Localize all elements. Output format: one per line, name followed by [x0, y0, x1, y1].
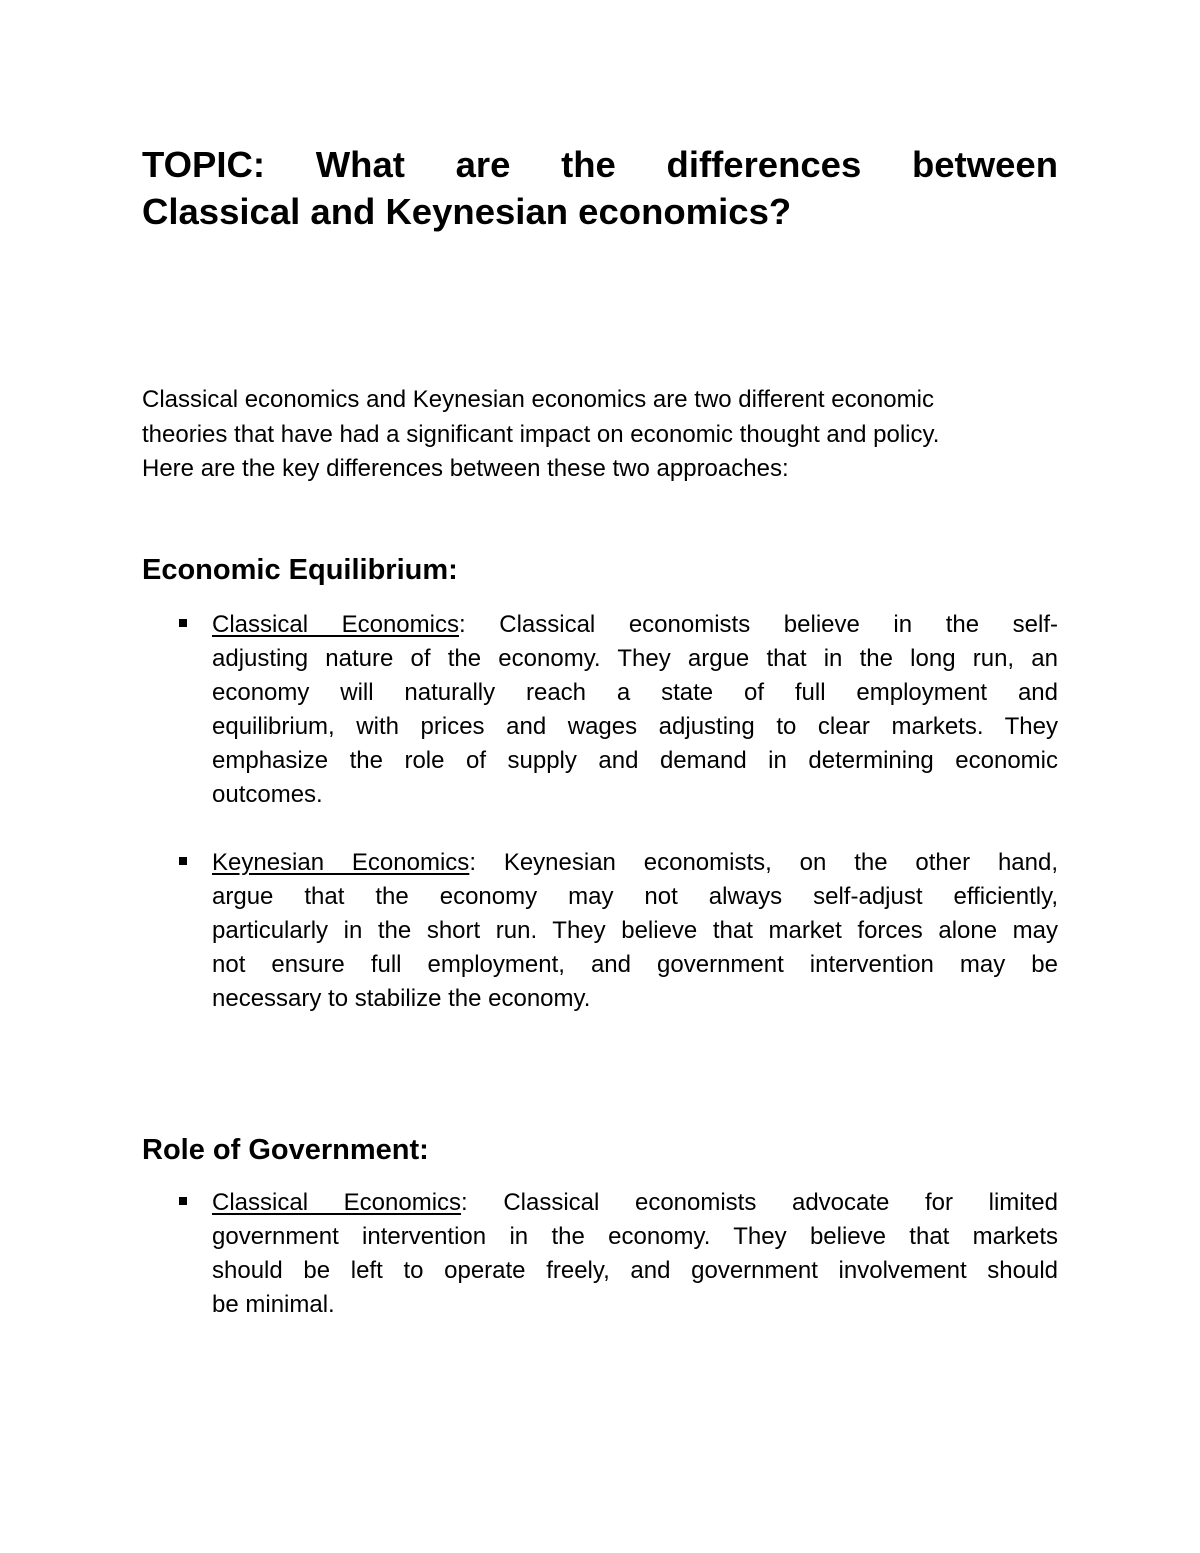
- bullet-line: [212, 608, 1058, 642]
- intro-line: theories that have had a significant impact on economic thought and policy.: [142, 420, 940, 448]
- square-bullet-icon: [179, 1197, 187, 1205]
- bullet-line: economy will naturally reach a state of full employment and: [212, 679, 1058, 706]
- section-heading-role-of-government: Role of Government:: [142, 1134, 429, 1166]
- bullet-line-text: : Classical economists believe in the self-: [458, 611, 1058, 638]
- bullet-text: [212, 1186, 1058, 1322]
- bullet-item: [142, 608, 1058, 812]
- bullet-line: be minimal.: [212, 1291, 335, 1318]
- intro-line: Here are the key differences between these two approaches:: [142, 455, 789, 482]
- bullet-line: emphasize the role of supply and demand in determining economic: [212, 747, 1058, 774]
- bullet-line: outcomes.: [212, 781, 323, 808]
- intro-paragraph: [142, 383, 1058, 487]
- bullet-line: [212, 846, 1058, 880]
- bullet-line: [212, 1186, 1058, 1220]
- bullet-line-text: : Classical economists advocate for limited: [461, 1189, 1058, 1216]
- bullet-line-text: : Keynesian economists, on the other hand,: [469, 849, 1059, 876]
- bullet-line: necessary to stabilize the economy.: [212, 985, 591, 1012]
- bullet-term: Classical Economics: [212, 1189, 462, 1216]
- section-heading-economic-equilibrium: Economic Equilibrium:: [142, 554, 458, 586]
- square-bullet-icon: [179, 857, 187, 865]
- bullet-item: [142, 846, 1058, 1016]
- bullet-line: equilibrium, with prices and wages adjusting to clear markets. They: [212, 713, 1058, 740]
- bullet-line: adjusting nature of the economy. They argue that in the long run, an: [212, 645, 1058, 672]
- bullet-term: Keynesian Economics: [212, 849, 470, 876]
- title-line: TOPIC: What are the differences between: [142, 144, 1058, 185]
- bullet-line: particularly in the short run. They believe that market forces alone may: [212, 917, 1058, 944]
- square-bullet-icon: [179, 619, 187, 627]
- bullet-line: not ensure full employment, and government intervention may be: [212, 951, 1058, 978]
- bullet-term: Classical Economics: [212, 611, 459, 638]
- bullet-line: argue that the economy may not always self-adjust efficiently,: [212, 883, 1058, 910]
- title-line: Classical and Keynesian economics?: [142, 191, 792, 232]
- intro-line: Classical economics and Keynesian economics are two different economic: [142, 386, 934, 413]
- bullet-line: government intervention in the economy. They believe that markets: [212, 1223, 1058, 1250]
- bullet-item: [142, 1186, 1058, 1322]
- bullet-text: [212, 608, 1058, 812]
- bullet-line: should be left to operate freely, and government involvement should: [212, 1257, 1058, 1284]
- document-title: [142, 141, 1058, 235]
- bullet-text: [212, 846, 1058, 1016]
